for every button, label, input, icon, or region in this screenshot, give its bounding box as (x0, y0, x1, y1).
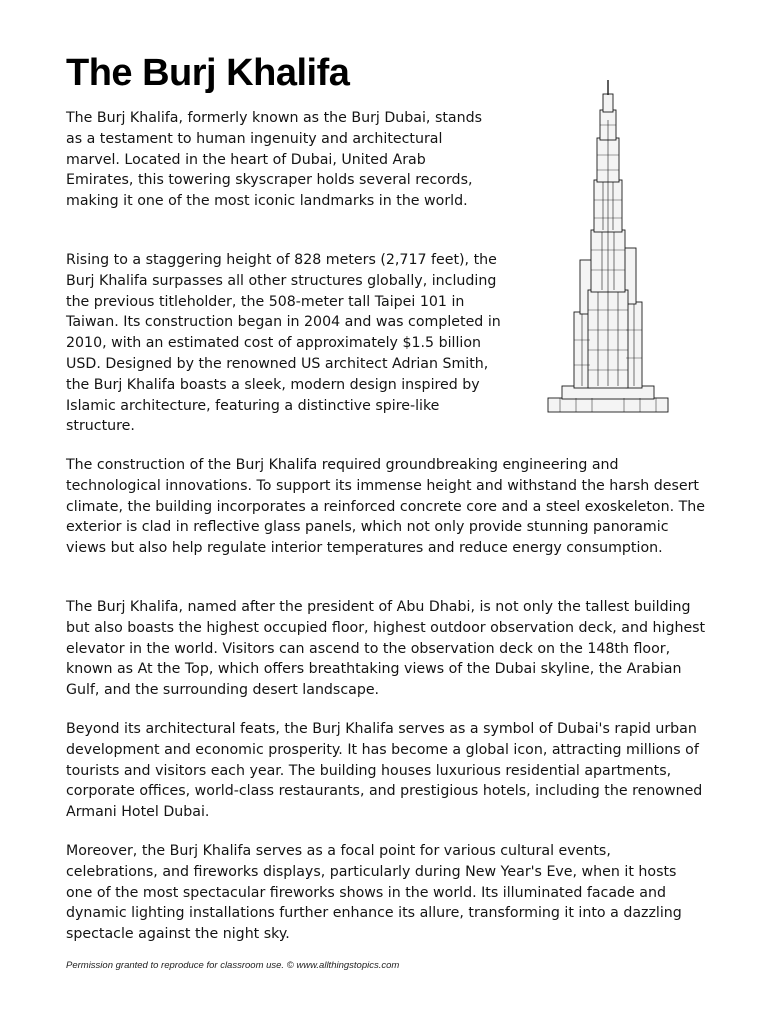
page-title: The Burj Khalifa (66, 52, 350, 94)
paragraph-symbol: Beyond its architectural feats, the Burj Khalifa serves as a symbol of Dubai's rapid urban development and economic prosperity. It has become a global icon, attracting millions of tourists and visitors each year. The building houses luxurious residential apartments, corporate offices, world-class restaurants, and prestigious hotels, including the renowned Armani Hotel Dubai. (66, 721, 703, 821)
paragraph-events: Moreover, the Burj Khalifa serves as a focal point for various cultural events, celebrations, and fireworks displays, particularly during New Year's Eve, when it hosts one of the most spectacular fireworks shows in the world. Its illuminated facade and dynamic lighting installations further enhance its allure, transforming it into a dazzling spectacle against the night sky. (66, 843, 682, 943)
paragraph-intro: The Burj Khalifa, formerly known as the Burj Dubai, stands as a testament to human ingenuity and architectural marvel. Located in the heart of Dubai, United Arab Emirates, this towering skyscraper holds several records, making it one of the most iconic landmarks in the world. (66, 110, 482, 210)
paragraph-records: The Burj Khalifa, named after the president of Abu Dhabi, is not only the tallest building but also boasts the highest occupied floor, highest outdoor observation deck, and highest elevator in the world. Visitors can ascend to the observation deck on the 148th floor, known as At the Top, which offers breathtaking views of the Dubai skyline, the Arabian Gulf, and the surrounding desert landscape. (66, 599, 706, 699)
paragraph-engineering: The construction of the Burj Khalifa required groundbreaking engineering and technological innovations. To support its immense height and withstand the harsh desert climate, the building incorporates a reinforced concrete core and a steel exoskeleton. The exterior is clad in reflective glass panels, which not only provide stunning panoramic views but also help regulate interior temperatures and reduce energy consumption. (66, 457, 706, 557)
paragraph-height-history: Rising to a staggering height of 828 meters (2,717 feet), the Burj Khalifa surpasses all other structures globally, including the previous titleholder, the 508-meter tall Taipei 101 in Taiwan. Its construction began in 2004 and was completed in 2010, with an estimated cost of approximately $1.5 billion USD. Designed by the renowned US architect Adrian Smith, the Burj Khalifa boasts a sleek, modern design inspired by Islamic architecture, featuring a distinctive spire-like structure. (66, 252, 501, 435)
burj-khalifa-illustration-icon (540, 80, 675, 425)
footer-permission-note: Permission granted to reproduce for classroom use. © www.allthingstopics.com (66, 960, 400, 971)
